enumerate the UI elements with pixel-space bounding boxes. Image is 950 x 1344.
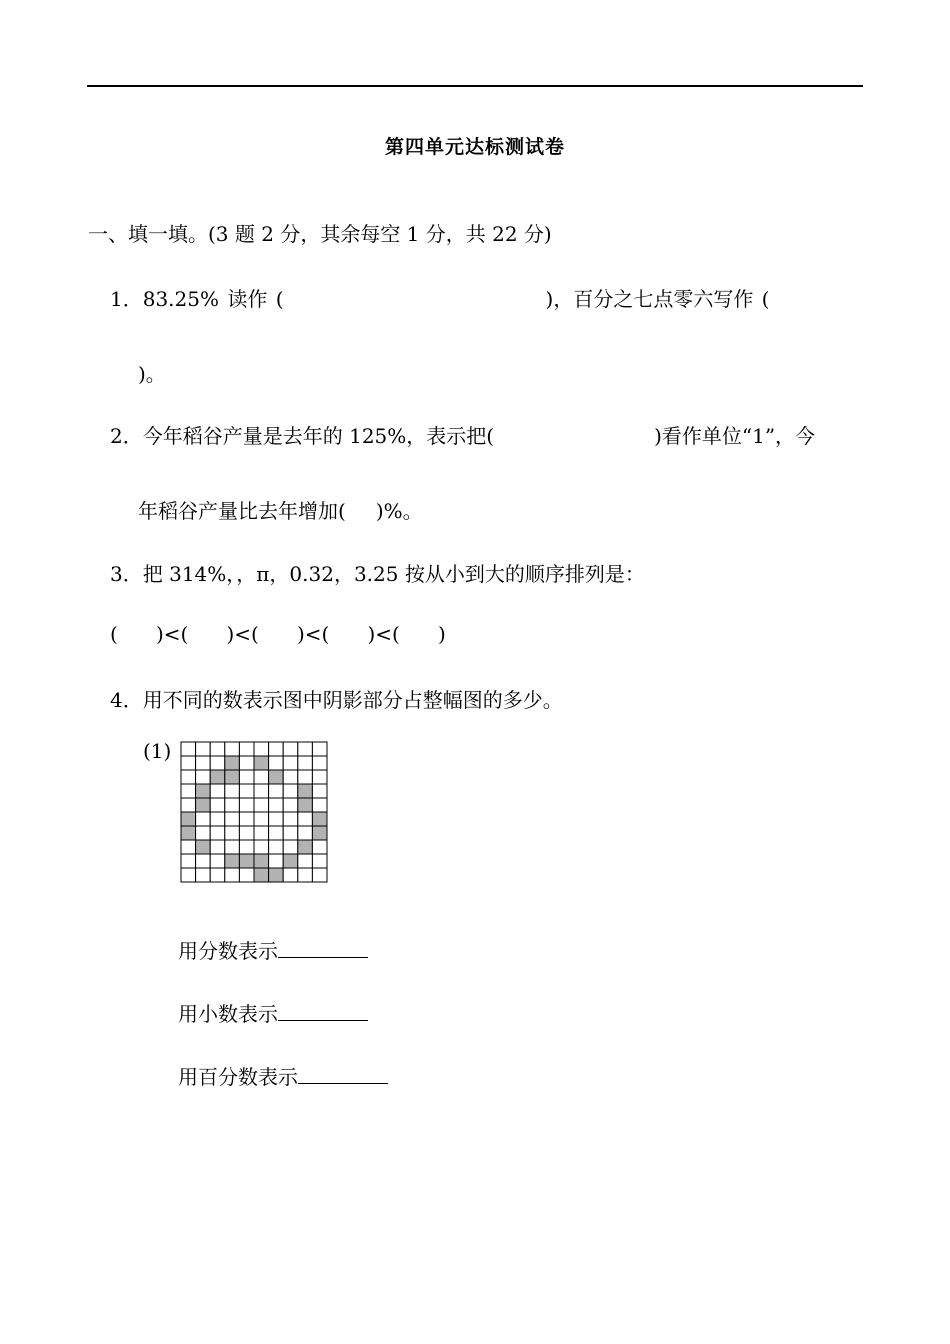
grid-cell xyxy=(312,742,327,756)
grid-cell-shaded xyxy=(254,854,269,868)
grid-cell xyxy=(225,798,240,812)
grid-cell-shaded xyxy=(298,798,313,812)
grid-cell xyxy=(225,812,240,826)
grid-cell xyxy=(239,798,254,812)
grid-cell-shaded xyxy=(239,854,254,868)
question-text: )。 xyxy=(138,362,166,386)
answer-label: 用小数表示 xyxy=(178,1002,278,1026)
grid-cell-shaded xyxy=(225,770,240,784)
grid-cell-shaded xyxy=(298,840,313,854)
grid-cell xyxy=(196,756,211,770)
grid-cell xyxy=(269,798,284,812)
grid-cell xyxy=(225,840,240,854)
grid-cell-shaded xyxy=(225,854,240,868)
question-number: 2． xyxy=(110,424,143,448)
grid-cell xyxy=(283,868,298,882)
grid-cell xyxy=(254,798,269,812)
grid-cell xyxy=(283,840,298,854)
grid-cell xyxy=(210,784,225,798)
grid-cell xyxy=(269,854,284,868)
grid-cell xyxy=(181,840,196,854)
grid-cell xyxy=(239,868,254,882)
grid-cell-shaded xyxy=(254,756,269,770)
page-title: 第四单元达标测试卷 xyxy=(384,136,565,158)
grid-cell xyxy=(196,854,211,868)
grid-cell xyxy=(181,868,196,882)
grid-cell xyxy=(225,826,240,840)
grid-cell xyxy=(254,826,269,840)
grid-cell xyxy=(210,868,225,882)
grid-cell xyxy=(254,742,269,756)
grid-cell-shaded xyxy=(298,784,313,798)
question-text: )%。 xyxy=(375,499,423,523)
grid-cell xyxy=(210,798,225,812)
grid-cell xyxy=(254,812,269,826)
grid-cell xyxy=(181,742,196,756)
grid-cell-shaded xyxy=(269,770,284,784)
grid-cell-shaded xyxy=(181,812,196,826)
grid-cell xyxy=(283,812,298,826)
grid-cell xyxy=(298,742,313,756)
grid-cell xyxy=(181,784,196,798)
grid-cell xyxy=(210,756,225,770)
grid-cell-shaded xyxy=(312,812,327,826)
question-number: 3． xyxy=(110,562,143,586)
grid-cell-shaded xyxy=(181,826,196,840)
grid-cell xyxy=(283,770,298,784)
fraction-answer-blank[interactable] xyxy=(278,939,368,958)
grid-cell xyxy=(254,840,269,854)
question-1-line-2 xyxy=(138,358,166,387)
grid-cell xyxy=(181,854,196,868)
answer-label: 用百分数表示 xyxy=(178,1065,298,1089)
percent-answer-blank[interactable] xyxy=(298,1065,388,1084)
sub-question-label: (1) xyxy=(143,739,172,763)
grid-cell xyxy=(312,798,327,812)
grid-cell xyxy=(269,840,284,854)
grid-cell xyxy=(239,742,254,756)
section-heading: 一、填一填。(3 题 2 分，其余每空 1 分，共 22 分) xyxy=(88,222,552,246)
grid-cell xyxy=(312,784,327,798)
grid-cell-shaded xyxy=(283,854,298,868)
percent-answer-row xyxy=(178,1061,388,1090)
grid-cell xyxy=(283,798,298,812)
grid-cell xyxy=(239,756,254,770)
grid-cell xyxy=(312,840,327,854)
grid-cell xyxy=(269,812,284,826)
grid-cell xyxy=(269,756,284,770)
grid-cell xyxy=(210,854,225,868)
grid-cell xyxy=(254,784,269,798)
grid-cell xyxy=(210,826,225,840)
grid-cell xyxy=(196,770,211,784)
grid-cell xyxy=(196,826,211,840)
grid-cell-shaded xyxy=(254,868,269,882)
question-text: 用不同的数表示图中阴影部分占整幅图的多少。 xyxy=(142,688,563,712)
grid-cell xyxy=(312,770,327,784)
grid-cell xyxy=(298,812,313,826)
grid-cell xyxy=(181,756,196,770)
grid-cell xyxy=(210,742,225,756)
question-2-line-1 xyxy=(110,420,815,449)
grid-cell xyxy=(181,770,196,784)
shaded-grid-figure xyxy=(180,741,330,884)
question-text: 年稻谷产量比去年增加( xyxy=(138,499,346,523)
question-2-line-2 xyxy=(138,495,423,524)
grid-cell xyxy=(239,840,254,854)
grid-cell xyxy=(225,868,240,882)
grid-cell xyxy=(269,826,284,840)
question-text: 今年稻谷产量是去年的 125%，表示把( xyxy=(142,424,495,448)
grid-cell xyxy=(298,756,313,770)
question-text: )，百分之七点零六写作 ( xyxy=(545,287,770,311)
grid-cell-shaded xyxy=(196,798,211,812)
grid-cell xyxy=(283,826,298,840)
grid-cell-shaded xyxy=(225,756,240,770)
grid-cell xyxy=(225,784,240,798)
grid-cell-shaded xyxy=(312,826,327,840)
grid-cell xyxy=(312,756,327,770)
grid-cell xyxy=(283,756,298,770)
grid-cell xyxy=(269,742,284,756)
question-text: 83.25% 读作 ( xyxy=(142,287,284,311)
grid-cell xyxy=(196,868,211,882)
grid-cell xyxy=(269,784,284,798)
grid-cell xyxy=(239,770,254,784)
question-3-order-line: ( )<( )<( )<( )<( ) xyxy=(110,622,446,646)
question-text: 把 314%，，π，0.32，3.25 按从小到大的顺序排列是： xyxy=(142,562,645,586)
question-1-line-1 xyxy=(110,283,769,312)
grid-cell xyxy=(239,784,254,798)
answer-label: 用分数表示 xyxy=(178,939,278,963)
decimal-answer-blank[interactable] xyxy=(278,1002,368,1021)
grid-cell xyxy=(312,868,327,882)
grid-cell xyxy=(298,854,313,868)
grid-cell xyxy=(210,840,225,854)
grid-cell-shaded xyxy=(210,770,225,784)
question-text: )看作单位“1”，今 xyxy=(654,424,816,448)
grid-cell xyxy=(298,826,313,840)
grid-cell xyxy=(196,742,211,756)
grid-cell xyxy=(298,868,313,882)
grid-cell xyxy=(181,798,196,812)
top-rule xyxy=(87,85,863,87)
question-4-line-1 xyxy=(110,684,563,713)
grid-cell-shaded xyxy=(269,868,284,882)
fraction-answer-row xyxy=(178,935,368,964)
decimal-answer-row xyxy=(178,998,368,1027)
question-number: 1． xyxy=(110,287,143,311)
grid-cell xyxy=(210,812,225,826)
question-3-line-1 xyxy=(110,558,645,587)
grid-cell xyxy=(312,854,327,868)
grid-cell-shaded xyxy=(196,784,211,798)
grid-cell xyxy=(225,742,240,756)
grid-cell xyxy=(283,742,298,756)
grid-cell-shaded xyxy=(196,840,211,854)
grid-cell xyxy=(239,812,254,826)
grid-cell xyxy=(196,812,211,826)
grid-cell xyxy=(298,770,313,784)
grid-cell xyxy=(283,784,298,798)
question-number: 4． xyxy=(110,688,143,712)
grid-cell xyxy=(239,826,254,840)
grid-cell xyxy=(254,770,269,784)
